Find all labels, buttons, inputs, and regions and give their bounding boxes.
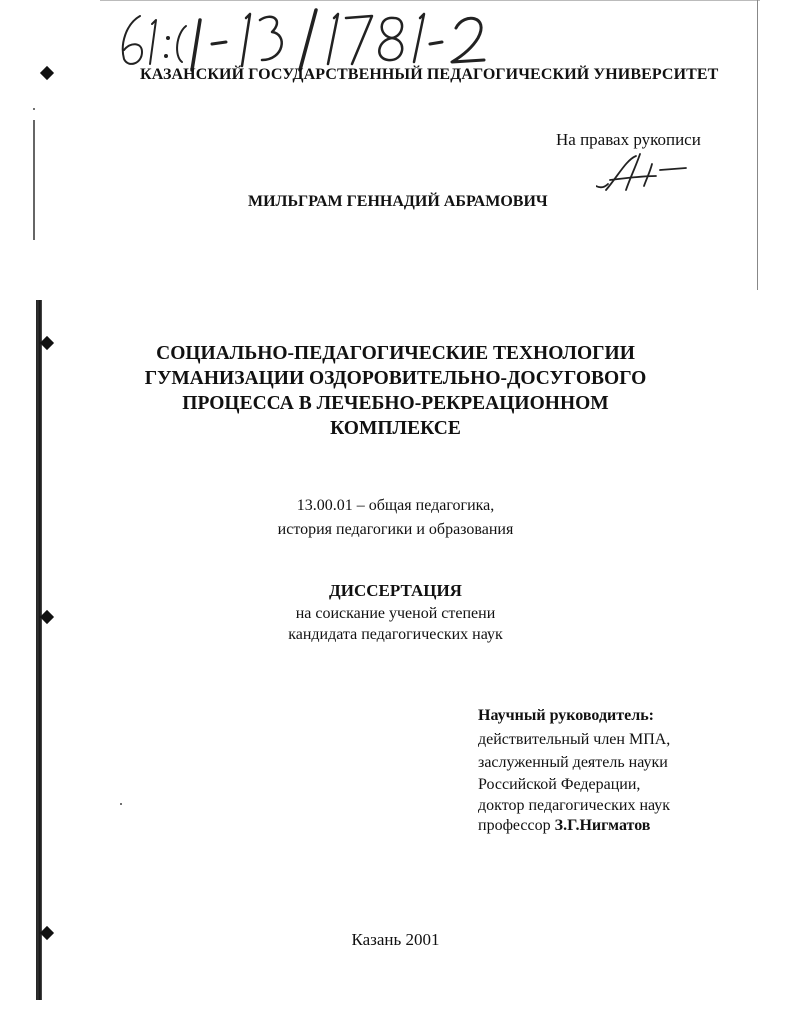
- specialty-description-line: история педагогики и образования: [277, 521, 514, 538]
- specialty-code-line: 13.00.01 – общая педагогика,: [296, 497, 495, 514]
- advisor-title-line: [478, 817, 650, 835]
- author-name: МИЛЬГРАМ ГЕННАДИЙ АБРАМОВИЧ: [248, 193, 548, 210]
- advisor-credential-line: доктор педагогических наук: [478, 797, 671, 814]
- advisor-title-prefix: профессор: [478, 817, 555, 834]
- dissertation-label: ДИССЕРТАЦИЯ: [329, 581, 462, 600]
- scan-edge-top: [100, 0, 760, 1]
- degree-line: на соискание ученой степени: [295, 605, 496, 622]
- handwritten-archive-code: [112, 4, 532, 74]
- thesis-title-line: ПРОЦЕССА В ЛЕЧЕБНО-РЕКРЕАЦИОННОМ: [182, 393, 609, 414]
- thesis-title-line: КОМПЛЕКСЕ: [330, 418, 461, 439]
- scan-edge-right: [757, 0, 758, 290]
- manuscript-rights-note: На правах рукописи: [556, 130, 701, 149]
- university-name: КАЗАНСКИЙ ГОСУДАРСТВЕННЫЙ ПЕДАГОГИЧЕСКИЙ УНИВЕРСИТЕТ: [140, 66, 719, 83]
- city-year: Казань 2001: [351, 930, 440, 949]
- scan-edge-left-upper: [33, 120, 35, 240]
- signature-scribble: [596, 150, 696, 195]
- advisor-name: З.Г.Нигматов: [554, 817, 651, 834]
- degree-line: кандидата педагогических наук: [288, 626, 503, 643]
- punch-hole-mark: [40, 66, 54, 80]
- advisor-credential-line: заслуженный деятель науки: [478, 754, 668, 771]
- advisor-credential-line: Российской Федерации,: [478, 776, 641, 793]
- thesis-title-line: СОЦИАЛЬНО-ПЕДАГОГИЧЕСКИЕ ТЕХНОЛОГИИ: [156, 343, 635, 364]
- scan-speck: [33, 108, 35, 110]
- scan-speck: [120, 803, 122, 805]
- advisor-credential-line: действительный член МПА,: [478, 731, 671, 748]
- advisor-heading: Научный руководитель:: [478, 707, 654, 724]
- thesis-title-line: ГУМАНИЗАЦИИ ОЗДОРОВИТЕЛЬНО-ДОСУГОВОГО: [144, 368, 647, 389]
